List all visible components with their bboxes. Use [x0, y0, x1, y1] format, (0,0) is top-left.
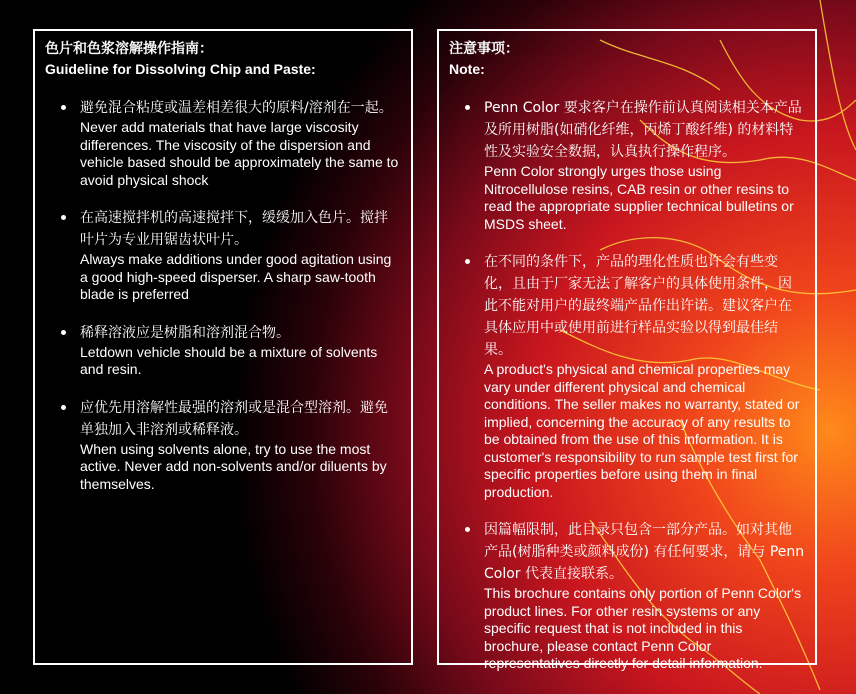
- item-text-cn: 因篇幅限制，此目录只包含一部分产品。如对其他产品(树脂种类或颜料成份) 有任何要求，请与 Penn Color 代表直接联系。: [484, 522, 805, 582]
- item-text-cn: Penn Color 要求客户在操作前认真阅读相关本产品及所用树脂(如硝化纤维，丙烯丁酸纤维) 的材料特性及实验安全数据，认真执行操作程序。: [484, 100, 802, 160]
- list-item: [45, 397, 401, 494]
- item-text-en: A product's physical and chemical properties may vary under different physical and chemical conditions. The seller makes no warranty, stated or implied, concerning the accuracy of any results to be obtained from the use of this information. It is customer's responsibility to run sample test first for specific properties before using them in final production.: [484, 361, 800, 500]
- list-item: [449, 251, 805, 501]
- item-text-en: This brochure contains only portion of Penn Color's product lines. For other resin systems or any specific request that is not included in this brochure, please contact Penn Color representatives directly for detail information.: [484, 585, 802, 671]
- guideline-list: [45, 97, 401, 493]
- list-item: [45, 322, 401, 379]
- note-list: [449, 97, 805, 673]
- item-text-en: Never add materials that have large viscosity differences. The viscosity of the dispersion and vehicle based should be approximately the same to avoid physical shock: [80, 119, 399, 188]
- item-text-en: Penn Color strongly urges those using Nitrocellulose resins, CAB resin or other resins to read the appropriate supplier technical bulletins or MSDS sheet.: [484, 163, 794, 232]
- item-text-cn: 避免混合粘度或温差相差很大的原料/溶剂在一起。: [80, 100, 393, 116]
- item-text-en: Letdown vehicle should be a mixture of solvents and resin.: [80, 343, 378, 377]
- guideline-title-cn: 色片和色浆溶解操作指南：: [45, 41, 213, 57]
- note-panel: [437, 29, 817, 671]
- note-title-en: Note:: [449, 61, 485, 77]
- item-text-cn: 在高速搅拌机的高速搅拌下，缓缓加入色片。搅拌叶片为专业用锯齿状叶片。: [80, 210, 388, 248]
- list-item: [449, 519, 805, 673]
- item-text-en: When using solvents alone, try to use the most active. Never add non-solvents and/or diluents by themselves.: [80, 440, 387, 492]
- list-item: [45, 97, 401, 189]
- list-item: [45, 207, 401, 304]
- guideline-title-en: Guideline for Dissolving Chip and Paste:: [45, 61, 316, 77]
- note-title-cn: 注意事项：: [449, 41, 519, 57]
- list-item: [449, 97, 805, 233]
- item-text-cn: 应优先用溶解性最强的溶剂或是混合型溶剂。避免单独加入非溶剂或稀释液。: [80, 399, 388, 438]
- item-text-cn: 稀释溶液应是树脂和溶剂混合物。: [80, 324, 290, 341]
- item-text-cn: 在不同的条件下，产品的理化性质也许会有些变化，且由于厂家无法了解客户的具体使用条件，因此不能对用户的最终端产品作出许诺。建议客户在具体应用中或使用前进行样品实验以得到最佳结果。: [484, 254, 792, 358]
- item-text-en: Always make additions under good agitation using a good high-speed disperser. A sharp saw-tooth blade is preferred: [80, 251, 392, 302]
- guideline-panel: [33, 29, 413, 665]
